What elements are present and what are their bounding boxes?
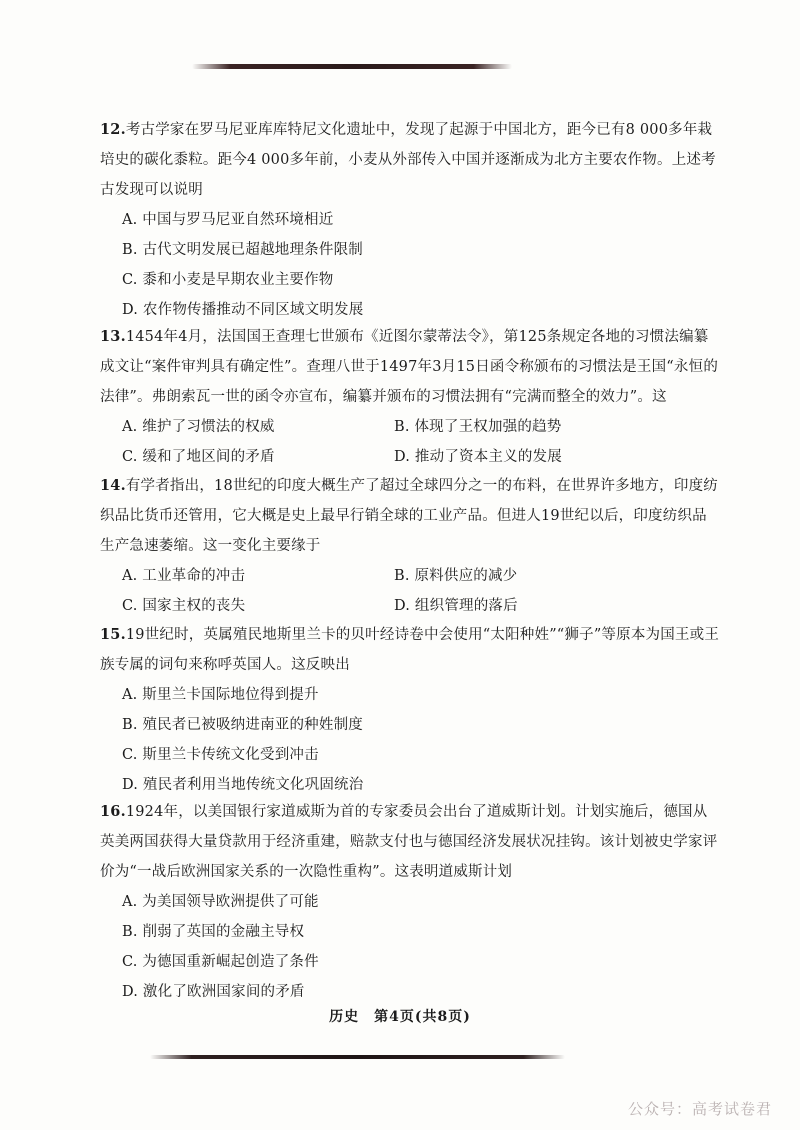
option-d: D. 殖民者利用当地传统文化巩固统治 xyxy=(122,777,364,793)
question-14 xyxy=(100,471,720,621)
question-stem: 19世纪时，英属殖民地斯里兰卡的贝叶经诗卷中会使用“太阳种姓”“狮子”等原本为国王或王族专属的词句来称呼英国人。这反映出 xyxy=(100,627,720,673)
question-number: 13. xyxy=(100,328,126,345)
question-12 xyxy=(100,115,720,325)
question-stem: 1454年4月，法国国王查理七世颁布《近图尔蒙蒂法令》，第125条规定各地的习惯法编纂成文让“案件审判具有确定性”。查理八世于1497年3月15日函令称颁布的习惯法是王国“永恒的法律”。弗朗索瓦一世的函令亦宣布，编纂并颁布的习惯法拥有“完满而整全的效力”。这 xyxy=(100,329,719,405)
option-b: B. 体现了王权加强的趋势 xyxy=(394,419,562,435)
question-number: 16. xyxy=(100,803,126,820)
watermark: 公众号：高考试卷君 xyxy=(627,1100,772,1118)
question-number: 12. xyxy=(100,121,126,138)
question-16 xyxy=(100,797,720,1007)
question-stem: 有学者指出，18世纪的印度大概生产了超过全球四分之一的布料，在世界许多地方，印度纺织品比货币还管用，它大概是史上最早行销全球的工业产品。但进人19世纪以后，印度纺织品生产急速萎缩。这一变化主要缘于 xyxy=(100,478,718,554)
top-divider xyxy=(192,64,512,69)
page-footer: 历史 第4页(共8页) xyxy=(329,1009,471,1025)
option-a: A. 斯里兰卡国际地位得到提升 xyxy=(122,687,319,703)
option-c: C. 斯里兰卡传统文化受到冲击 xyxy=(122,747,319,763)
option-a: A. 为美国领导欧洲提供了可能 xyxy=(122,894,319,910)
question-number: 14. xyxy=(100,477,126,494)
option-d: D. 激化了欧洲国家间的矛盾 xyxy=(122,984,305,1000)
option-d: D. 推动了资本主义的发展 xyxy=(394,449,562,465)
option-c: C. 国家主权的丧失 xyxy=(122,598,246,614)
option-b: B. 古代文明发展已超越地理条件限制 xyxy=(122,242,363,258)
question-15 xyxy=(100,620,720,800)
option-d: D. 农作物传播推动不同区域文明发展 xyxy=(122,302,364,318)
option-a: A. 工业革命的冲击 xyxy=(122,568,246,584)
question-number: 15. xyxy=(100,626,126,643)
question-stem: 考古学家在罗马尼亚库库特尼文化遗址中，发现了起源于中国北方，距今已有8 000多年栽培史的碳化黍粒。距今4 000多年前，小麦从外部传入中国并逐渐成为北方主要农作物。上述考古发现可以说明 xyxy=(100,122,716,198)
bottom-divider xyxy=(150,1055,565,1059)
option-c: C. 为德国重新崛起创造了条件 xyxy=(122,954,319,970)
option-d: D. 组织管理的落后 xyxy=(394,598,518,614)
option-b: B. 削弱了英国的金融主导权 xyxy=(122,924,305,940)
question-stem: 1924年，以美国银行家道威斯为首的专家委员会出台了道威斯计划。计划实施后，德国从英美两国获得大量贷款用于经济重建，赔款支付也与德国经济发展状况挂钩。该计划被史学家评价为“一战后欧洲国家关系的一次隐性重构”。这表明道威斯计划 xyxy=(100,804,718,880)
option-c: C. 黍和小麦是早期农业主要作物 xyxy=(122,272,334,288)
option-b: B. 原料供应的减少 xyxy=(394,568,518,584)
option-c: C. 缓和了地区间的矛盾 xyxy=(122,449,275,465)
option-a: A. 中国与罗马尼亚自然环境相近 xyxy=(122,212,334,228)
question-13 xyxy=(100,322,720,472)
option-b: B. 殖民者已被吸纳进南亚的种姓制度 xyxy=(122,717,363,733)
option-a: A. 维护了习惯法的权威 xyxy=(122,419,275,435)
